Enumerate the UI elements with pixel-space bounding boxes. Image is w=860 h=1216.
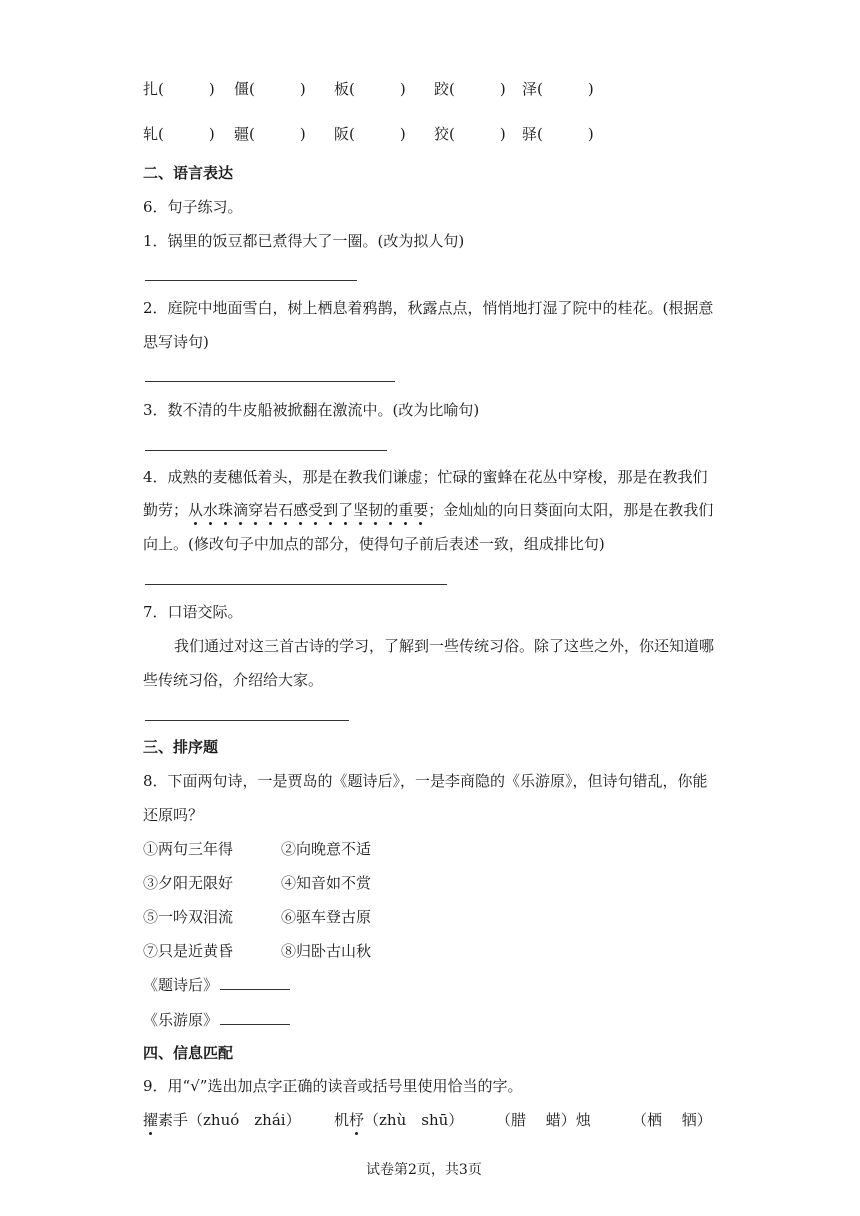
answer-line[interactable]: [145, 381, 395, 382]
poem-title: 《乐游原》: [143, 1011, 219, 1029]
text-span: 素手（zhuó zhái）: [158, 1111, 301, 1129]
char-item: 阪( ): [334, 125, 406, 143]
question-9: 9．用“√”选出加点字正确的读音或括号里使用恰当的字。: [143, 1077, 523, 1095]
dotted-char: 岩: [263, 501, 279, 519]
poem-title: 《题诗后》: [143, 976, 219, 994]
answer-label: [143, 975, 290, 995]
dotted-char: 要: [413, 501, 429, 519]
dotted-char: 石: [278, 501, 294, 519]
char-item: 泽( ): [522, 80, 594, 98]
answer-blank[interactable]: [220, 975, 290, 990]
dotted-char: 了: [338, 501, 354, 519]
dotted-char: 珠: [218, 501, 234, 519]
dotted-char: 穿: [248, 501, 264, 519]
text-span: ；金灿灿的向日葵面向太阳，那是在教我们: [428, 501, 714, 519]
dotted-char: 擢: [143, 1111, 159, 1129]
dotted-char: 重: [398, 501, 414, 519]
match-item: [334, 1110, 463, 1130]
option: ⑤一吟双泪流: [143, 908, 234, 926]
dotted-char: 坚: [353, 501, 369, 519]
text-span: 勤劳；: [143, 501, 189, 519]
option: ④知音如不赏: [281, 874, 372, 892]
sentence-4: 4．成熟的麦穗低着头，那是在教我们谦虚；忙碌的蜜蜂在花丛中穿梭，那是在教我们: [143, 468, 708, 486]
char-item: 扎( ): [143, 80, 215, 98]
char-item: 狡( ): [434, 125, 506, 143]
sentence-4-cont: [143, 500, 713, 520]
match-item: （栖 牺）: [632, 1111, 712, 1129]
answer-blank[interactable]: [220, 1010, 290, 1025]
option: ⑧归卧古山秋: [281, 942, 372, 960]
char-item: 疆( ): [234, 125, 306, 143]
answer-line[interactable]: [145, 450, 387, 451]
option: ③夕阳无限好: [143, 874, 234, 892]
sentence-2: 2．庭院中地面雪白，树上栖息着鸦鹊，秋露点点，悄悄地打湿了院中的桂花。(根据意: [143, 299, 714, 317]
option: ②向晚意不适: [281, 840, 372, 858]
answer-label: [143, 1010, 290, 1030]
section-heading: 二、语言表达: [143, 164, 234, 182]
char-item: 跤( ): [434, 80, 506, 98]
char-item: 驿( ): [522, 125, 594, 143]
option: ①两句三年得: [143, 840, 234, 858]
answer-line[interactable]: [145, 720, 349, 721]
page-footer: 试卷第2页，共3页: [366, 1162, 482, 1178]
question-8-cont: 还原吗？: [143, 806, 204, 824]
answer-line[interactable]: [145, 280, 357, 281]
sentence-1: 1．锅里的饭豆都已煮得大了一圈。(改为拟人句): [143, 232, 465, 250]
match-item: [143, 1110, 301, 1130]
option: ⑦只是近黄昏: [143, 942, 234, 960]
dotted-char: 从: [188, 501, 204, 519]
match-item: （腊 蜡）烛: [496, 1111, 591, 1129]
dotted-char: 感: [293, 501, 309, 519]
sentence-2-cont: 思写诗句): [143, 333, 209, 351]
text-span: 机: [334, 1111, 350, 1129]
sentence-3: 3．数不清的牛皮船被掀翻在激流中。(改为比喻句): [143, 401, 480, 419]
dotted-char: 杼: [349, 1111, 365, 1129]
dotted-char: 韧: [368, 501, 384, 519]
dotted-char: 滴: [233, 501, 249, 519]
question-8: 8．下面两句诗，一是贾岛的《题诗后》，一是李商隐的《乐游原》，但诗句错乱，你能: [143, 772, 708, 790]
question-title: 7．口语交际。: [143, 603, 243, 621]
paragraph: 些传统习俗，介绍给大家。: [143, 671, 324, 689]
char-item: 轧( ): [143, 125, 215, 143]
answer-line[interactable]: [145, 584, 447, 585]
section-heading: 四、信息匹配: [143, 1044, 234, 1062]
dotted-char: 的: [383, 501, 399, 519]
dotted-char: 水: [203, 501, 219, 519]
dotted-text: [188, 501, 428, 519]
dotted-char: 到: [323, 501, 339, 519]
dotted-char: 受: [308, 501, 324, 519]
char-item: 板( ): [334, 80, 406, 98]
option: ⑥驱车登古原: [281, 908, 372, 926]
paragraph: 我们通过对这三首古诗的学习，了解到一些传统习俗。除了这些之外，你还知道哪: [174, 637, 715, 655]
sentence-4-cont2: 向上。(修改句子中加点的部分，使得句子前后表述一致，组成排比句): [143, 535, 605, 553]
question-title: 6．句子练习。: [143, 198, 243, 216]
char-item: 僵( ): [234, 80, 306, 98]
text-span: （zhù shū）: [364, 1111, 464, 1129]
section-heading: 三、排序题: [143, 738, 219, 756]
